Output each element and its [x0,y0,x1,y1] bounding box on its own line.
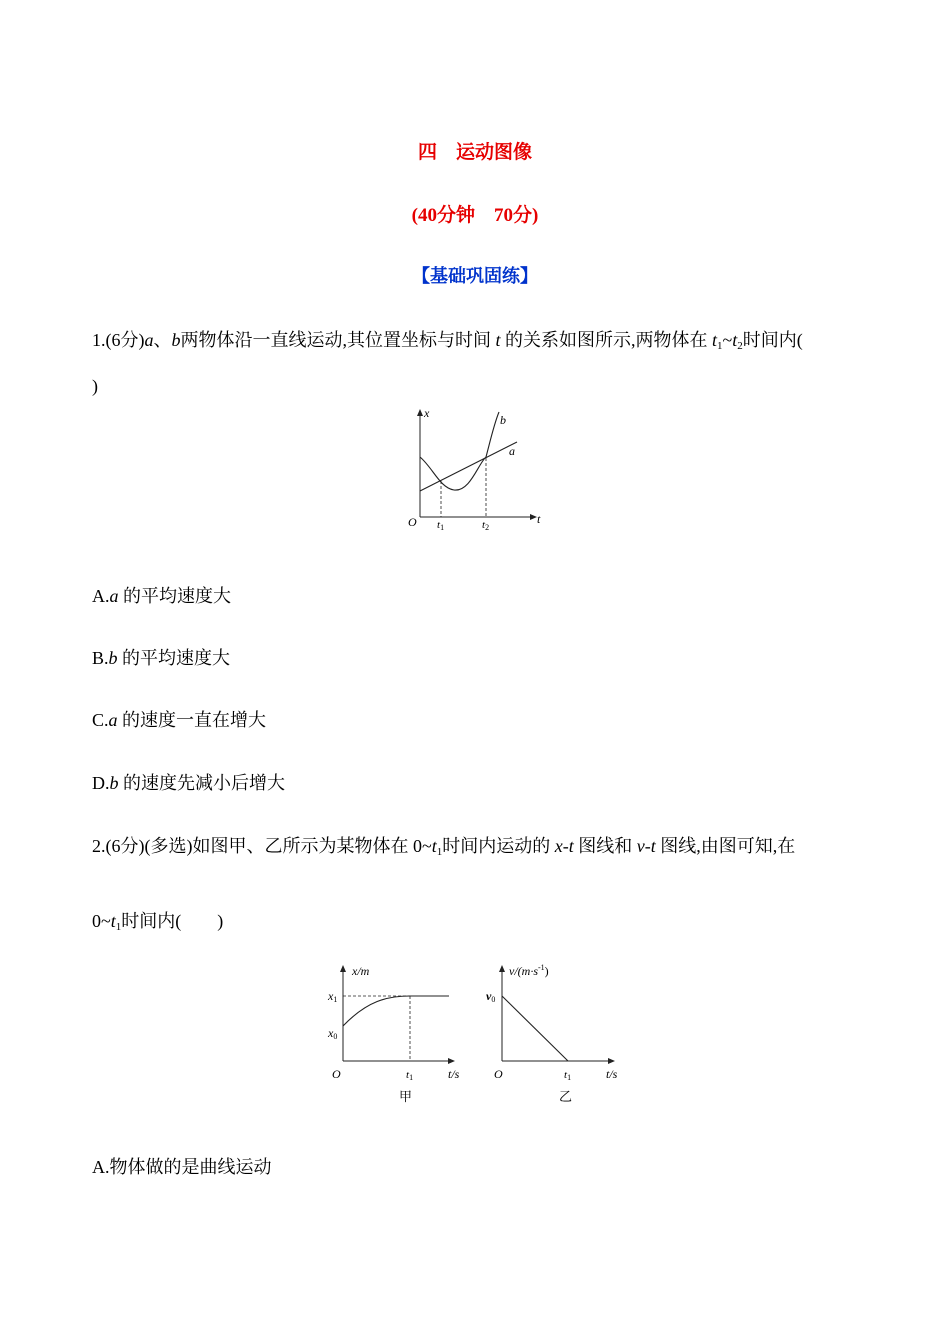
q1-curve-a-label: a [509,444,515,458]
q1-option-d[interactable]: D.b 的速度先减小后增大 [92,773,285,793]
q2-figure-yi [482,958,632,1108]
q1-option-c[interactable]: C.a 的速度一直在增大 [92,710,267,730]
jia-x1-label: x1 [328,989,338,1004]
jia-t1-label: t1 [406,1069,414,1082]
q2-option-a[interactable]: A.物体做的是曲线运动 [92,1157,272,1177]
jia-x0-label: x0 [328,1026,338,1041]
time-score: (40分钟 70分) [411,205,539,226]
q1-option-a[interactable]: A.a 的平均速度大 [92,586,231,606]
q1-t2-label: t2 [482,519,490,532]
yi-origin: O [494,1067,503,1081]
question-1-stem: 1.(6分)a、b两物体沿一直线运动,其位置坐标与时间 t 的关系如图所示,两物体在 $t_1\sim t_2$时间内( [92,330,803,352]
jia-curve [343,996,410,1026]
yi-t1-label: t1 [564,1069,572,1082]
chapter-title: 四 运动图像 [417,142,532,163]
question-2-stem-line-2: $0\sim t_1$时间内( ) [92,911,224,933]
jia-caption: 甲 [399,1089,413,1104]
q1-origin: O [408,515,417,529]
yi-y-label: $v/(m\cdot s^{-1})$ [509,963,549,978]
jia-y-label: x/m [352,964,370,978]
q1-curve-b-label: b [500,413,506,427]
q1-curve-b [420,412,499,490]
q2-figure-jia [322,958,472,1108]
yi-caption: 乙 [559,1089,573,1104]
yi-line [502,996,568,1061]
question-2-stem: 2.(6分)(多选)如图甲、乙所示为某物体在 $0\sim t_1$时间内运动的 x-t 图线和 v-t 图线,由图可知,在 [92,836,796,858]
q1-xt-figure [400,402,550,534]
jia-origin: O [332,1067,341,1081]
jia-t-label: t/s [448,1067,460,1081]
q1-t-label: t [537,512,541,526]
q1-option-b[interactable]: B.b 的平均速度大 [92,648,231,668]
question-1-paren: ) [92,376,98,396]
yi-t-label: t/s [606,1067,618,1081]
section-heading: 【基础巩固练】 [412,266,538,286]
q1-t1-label: t1 [437,519,445,532]
q1-x-label: x [424,406,430,420]
yi-v0-label: v0 [486,989,496,1004]
